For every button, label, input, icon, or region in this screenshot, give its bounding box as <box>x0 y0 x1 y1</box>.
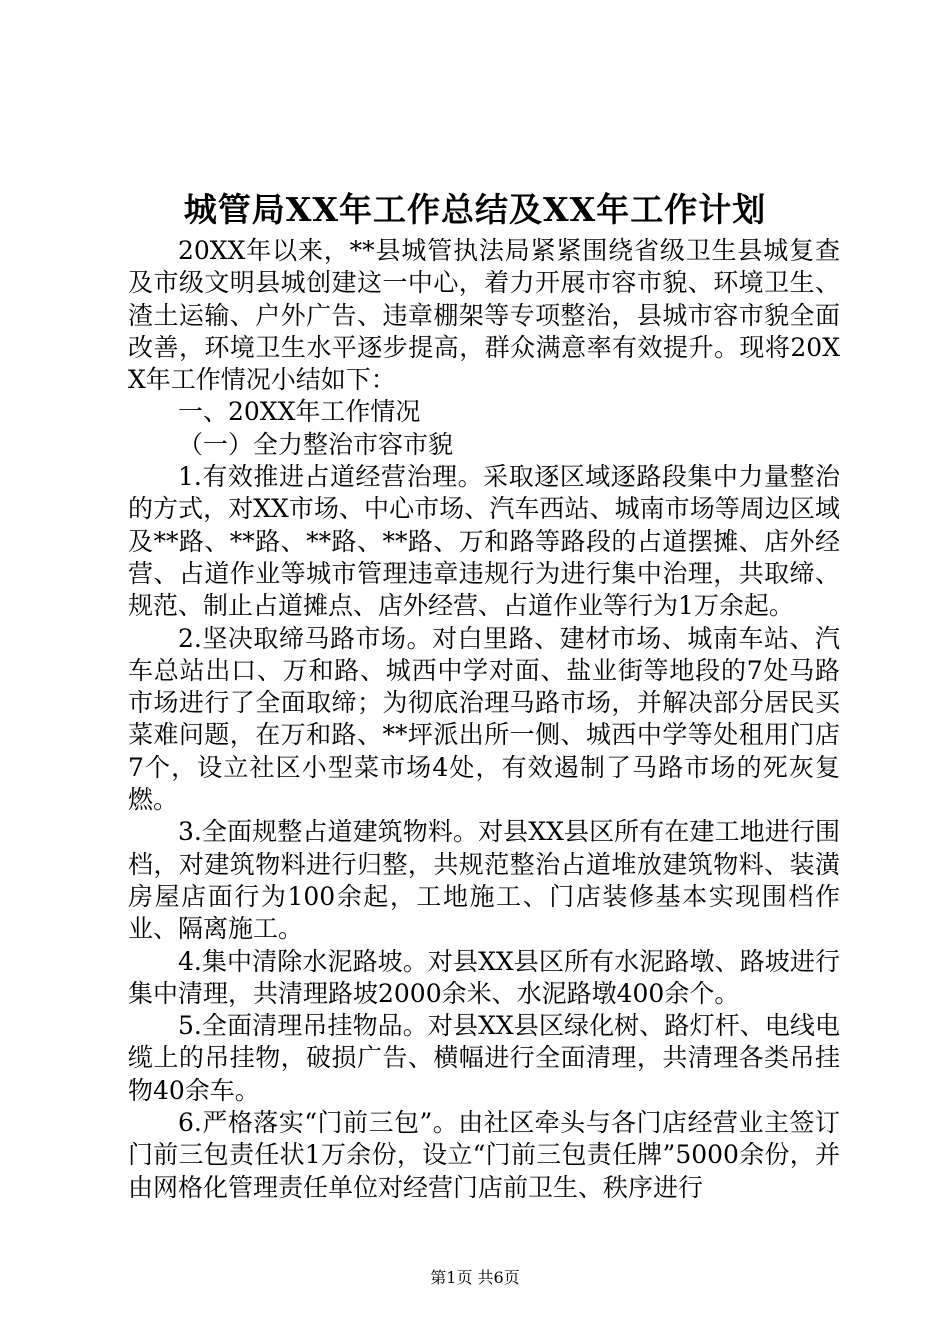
intro-paragraph: 20XX年以来，**县城管执法局紧紧围绕省级卫生县城复查及市级文明县城创建这一中心，着力开展市容市貌、环境卫生、渣土运输、户外广告、违章棚架等专项整治，县城市容市貌全面改善，环境卫生水平逐步提高，群众满意率有效提升。现将20XX年工作情况小结如下： <box>128 236 840 395</box>
item-paragraph: 6.严格落实“门前三包”。由社区牵头与各门店经营业主签订门前三包责任状1万余份，设立“门前三包责任牌”5000余份，并由网格化管理责任单位对经营门店前卫生、秩序进行 <box>128 1108 840 1202</box>
item-paragraph: 3.全面规整占道建筑物料。对县XX县区所有在建工地进行围档，对建筑物料进行归整，共规范整治占道堆放建筑物料、装潢房屋店面行为100余起，工地施工、门店装修基本实现围档作业、隔离施工。 <box>128 817 840 944</box>
document-title: 城管局XX年工作总结及XX年工作计划 <box>183 190 767 229</box>
document-body <box>128 235 840 1204</box>
item-paragraph: 2.坚决取缔马路市场。对白里路、建材市场、城南车站、汽车总站出口、万和路、城西中学对面、盐业街等地段的7处马路市场进行了全面取缔；为彻底治理马路市场，并解决部分居民买菜难问题，在万和路、**坪派出所一侧、城西中学等处租用门店7个，设立社区小型菜市场4处，有效遏制了马路市场的死灰复燃。 <box>128 623 840 815</box>
item-paragraph: 4.集中清除水泥路坡。对县XX县区所有水泥路墩、路坡进行集中清理，共清理路坡2000余米、水泥路墩400余个。 <box>128 946 840 1008</box>
subsection-heading: （一）全力整治市容市貌 <box>178 429 454 459</box>
item-paragraph: 1.有效推进占道经营治理。采取逐区域逐路段集中力量整治的方式，对XX市场、中心市场、汽车西站、城南市场等周边区域及**路、**路、**路、**路、万和路等路段的占道摆摊、店外经营、占道作业等城市管理违章违规行为进行集中治理，共取缔、规范、制止占道摊点、店外经营、占道作业等行为1万余起。 <box>128 462 840 621</box>
section-heading: 一、20XX年工作情况 <box>178 397 421 427</box>
page-number-footer: 第1页 共6页 <box>430 1268 520 1287</box>
item-paragraph: 5.全面清理吊挂物品。对县XX县区绿化树、路灯杆、电线电缆上的吊挂物，破损广告、横幅进行全面清理，共清理各类吊挂物40余车。 <box>128 1011 840 1105</box>
